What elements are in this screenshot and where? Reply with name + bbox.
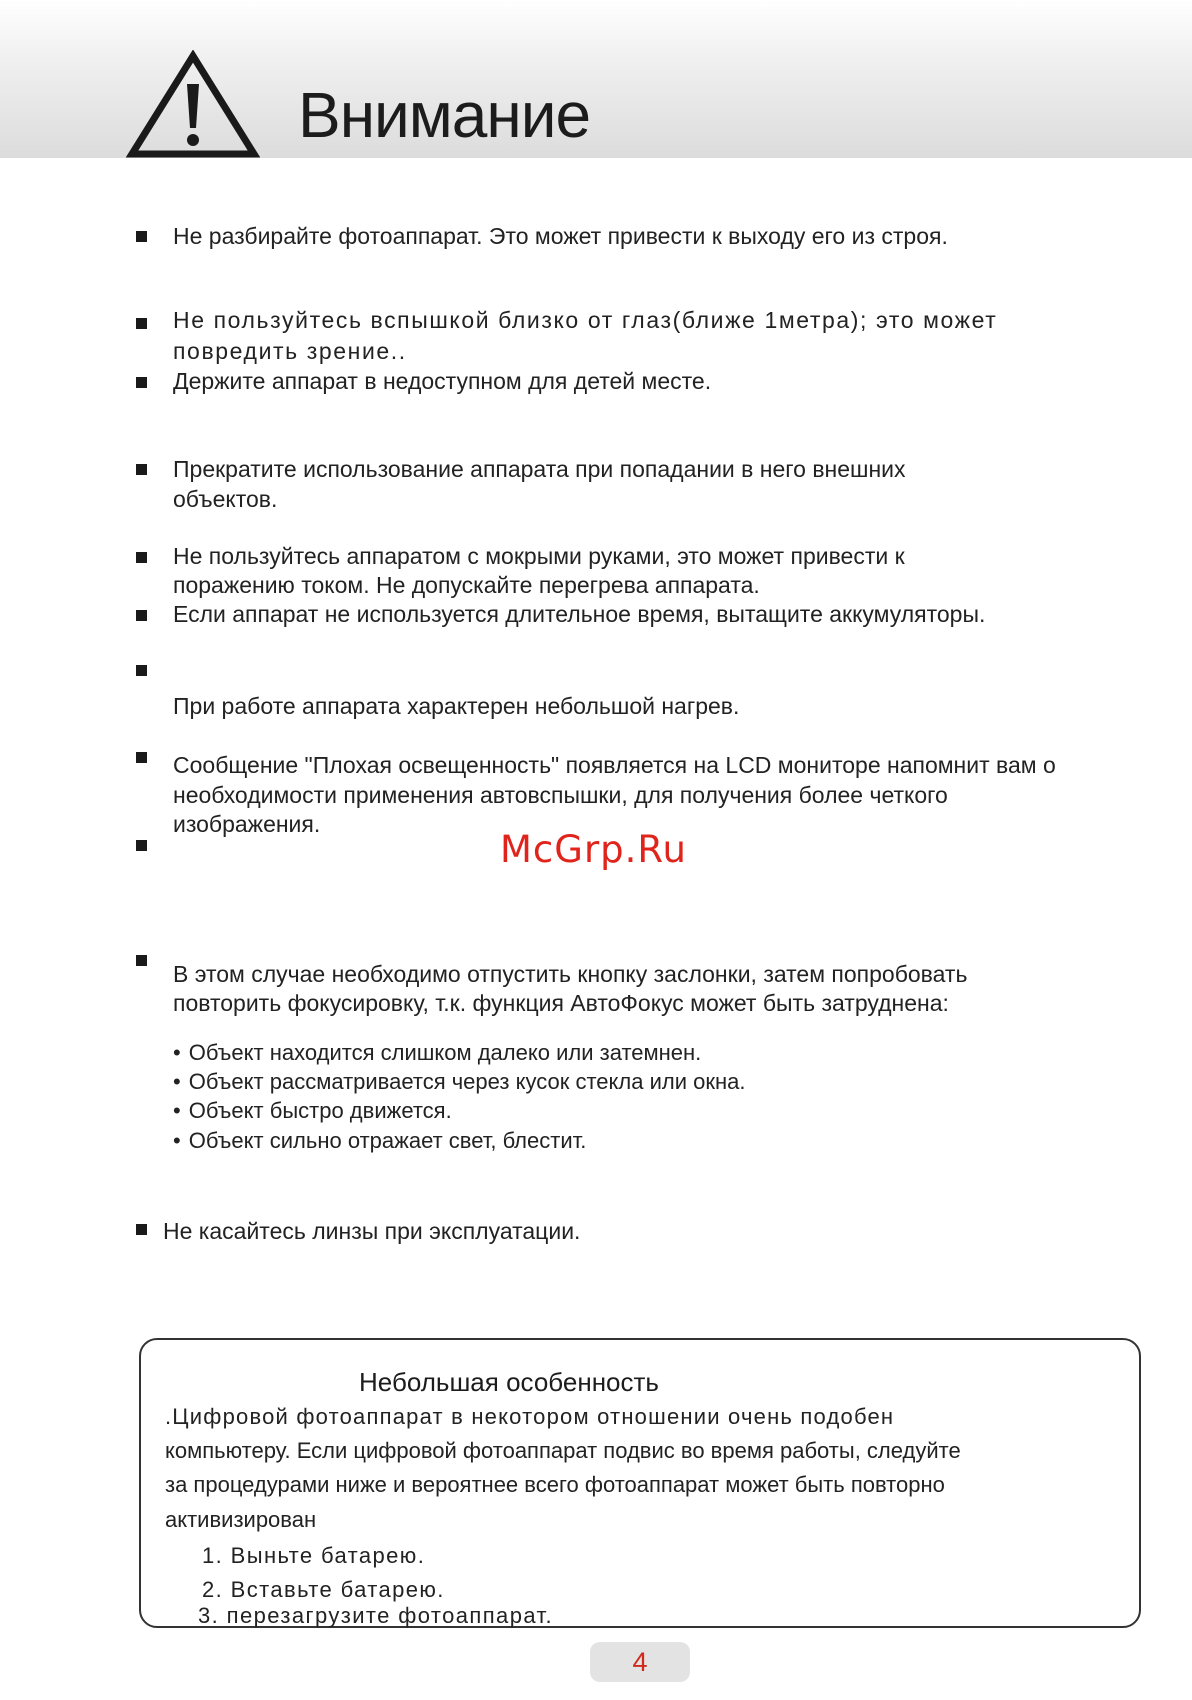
bullet-marker <box>136 377 147 388</box>
warning-text: Не разбирайте фотоаппарат. Это может привести к выходу его из строя. <box>173 223 948 249</box>
page-number: 4 <box>590 1642 690 1682</box>
warning-text: повторить фокусировку, т.к. функция АвтоФокус может быть затруднена: <box>173 990 949 1016</box>
bullet-marker <box>136 464 147 475</box>
note-text: активизирован <box>165 1507 317 1532</box>
warning-text: повредить зрение.. <box>173 338 407 364</box>
warning-text: В этом случае необходимо отпустить кнопку заслонки, затем попробовать <box>173 961 968 987</box>
note-text: .Цифровой фотоаппарат в некотором отношении очень подобен <box>165 1404 895 1429</box>
bullet-marker <box>136 231 147 242</box>
warning-text: необходимости применения автовспышки, для получения более четкого <box>173 782 948 808</box>
autofocus-issue: • Объект сильно отражает свет, блестит. <box>173 1126 586 1155</box>
warning-text: Не пользуйтесь аппаратом с мокрыми руками, это может привести к <box>173 543 905 569</box>
note-step: 2. Вставьте батарею. <box>202 1577 445 1602</box>
warning-text: Держите аппарат в недоступном для детей месте. <box>173 368 712 394</box>
bullet-marker <box>136 318 147 329</box>
autofocus-issue: • Объект быстро движется. <box>173 1096 452 1125</box>
warning-text: При работе аппарата характерен небольшой нагрев. <box>173 693 740 719</box>
bullet-marker <box>136 1224 147 1235</box>
warning-text: Если аппарат не используется длительное время, вытащите аккумуляторы. <box>173 601 986 627</box>
bullet-marker <box>136 955 147 966</box>
warning-text: поражению током. Не допускайте перегрева аппарата. <box>173 572 760 598</box>
note-text: компьютеру. Если цифровой фотоаппарат подвис во время работы, следуйте <box>165 1438 961 1463</box>
warning-text: Не пользуйтесь вспышкой близко от глаз(ближе 1метра); это может <box>173 307 998 333</box>
note-step: 3. перезагрузите фотоаппарат. <box>198 1603 554 1628</box>
warning-text: Прекратите использование аппарата при попадании в него внешних <box>173 456 906 482</box>
bullet-marker <box>136 610 147 621</box>
note-title: Небольшая особенность <box>359 1367 659 1397</box>
bullet-marker <box>136 665 147 676</box>
warning-text: изображения. <box>173 811 321 837</box>
autofocus-issue: • Объект находится слишком далеко или затемнен. <box>173 1038 701 1067</box>
bullet-marker <box>136 840 147 851</box>
warning-text: Не касайтесь линзы при эксплуатации. <box>163 1218 581 1244</box>
note-text: за процедурами ниже и вероятнее всего фотоаппарат может быть повторно <box>165 1472 945 1497</box>
autofocus-issue: • Объект рассматривается через кусок стекла или окна. <box>173 1067 745 1096</box>
note-step: 1. Выньте батарею. <box>202 1543 426 1568</box>
warning-icon <box>126 50 260 158</box>
page-title: Внимание <box>298 79 591 151</box>
warning-text: объектов. <box>173 486 278 512</box>
bullet-marker <box>136 552 147 563</box>
watermark: McGrp.Ru <box>500 828 687 871</box>
bullet-marker <box>136 752 147 763</box>
warning-text: Сообщение "Плохая освещенность" появляется на LCD мониторе напомнит вам о <box>173 752 1056 778</box>
